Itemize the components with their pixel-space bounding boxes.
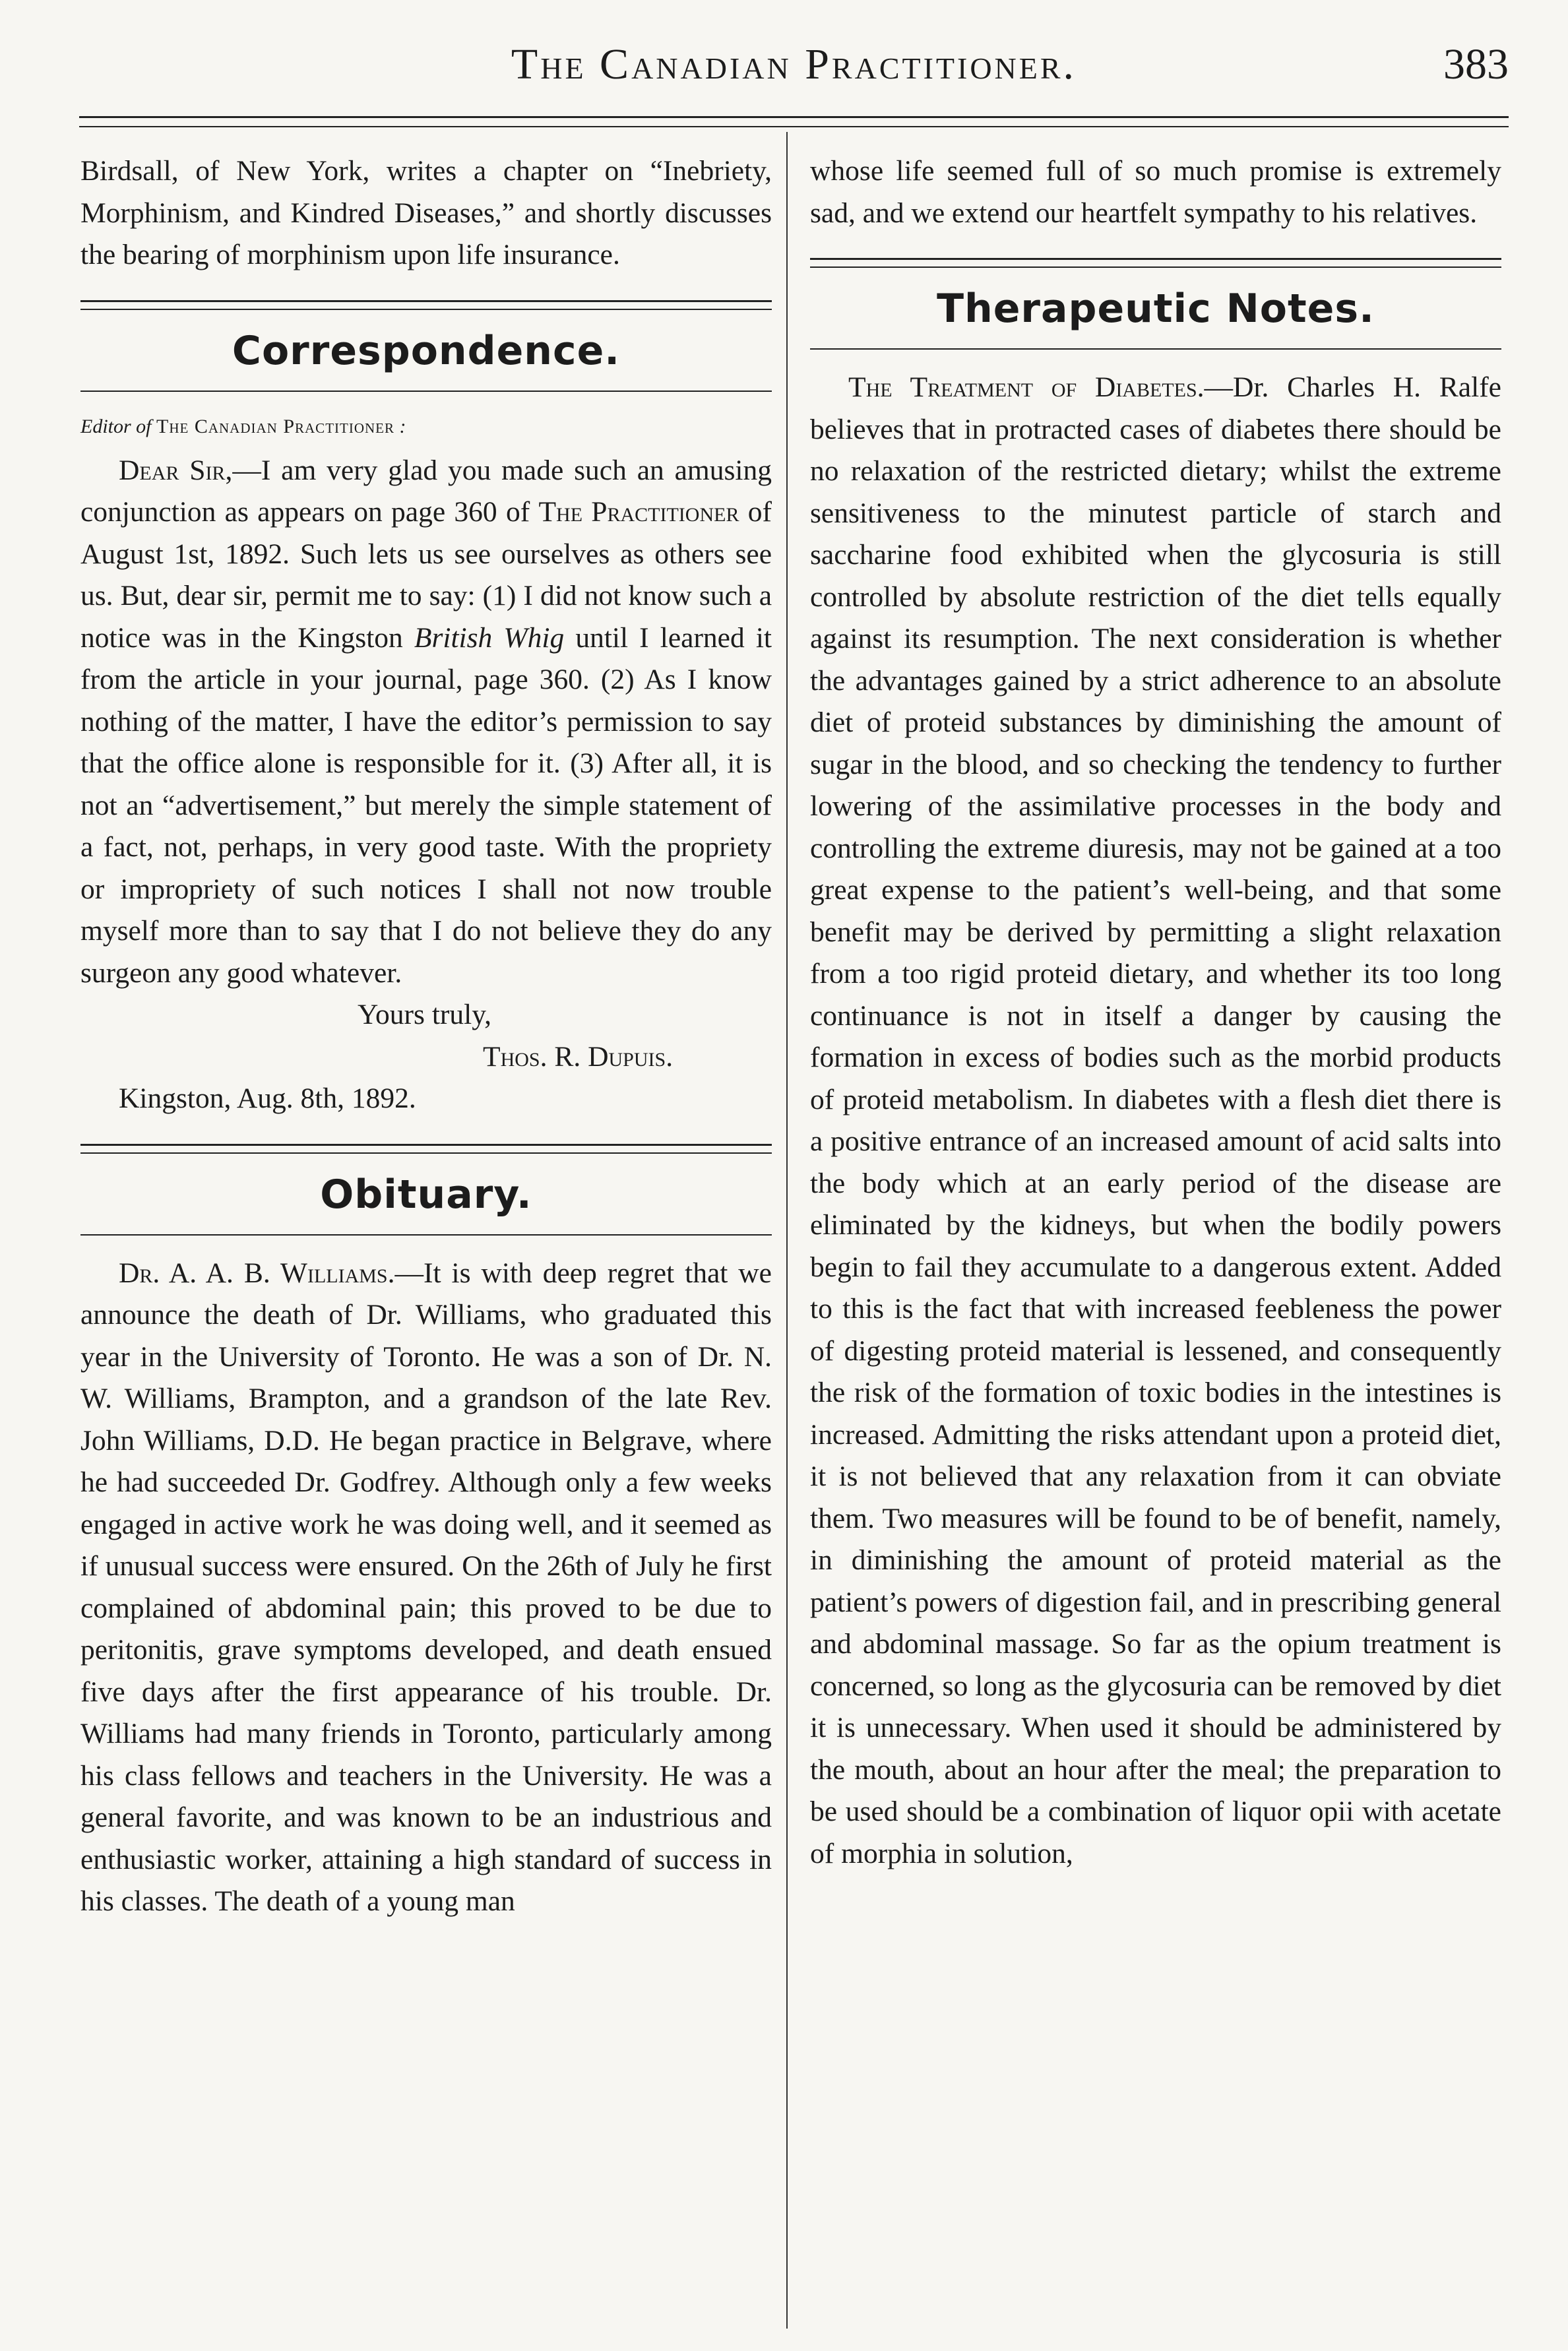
obituary-paragraph [80, 1253, 772, 1923]
obituary-name: Dr. A. A. B. Williams. [119, 1257, 395, 1289]
address-publication: The Canadian Practitioner [156, 415, 395, 437]
heading-rule [80, 1234, 772, 1236]
letter-place-date: Kingston, Aug. 8th, 1892. [119, 1082, 416, 1114]
section-rule [80, 300, 772, 310]
letter-closing: Yours truly, [358, 999, 492, 1030]
address-prefix: Editor of [80, 415, 152, 437]
page-header [79, 40, 1509, 106]
right-column [810, 150, 1501, 1875]
article-title: The Treatment of Diabetes. [848, 371, 1205, 403]
correspondence-heading: Correspondence. [232, 327, 621, 374]
page-number: 383 [1443, 40, 1509, 88]
section-rule [80, 1144, 772, 1154]
column-divider [786, 132, 788, 2329]
therapeutic-paragraph [810, 367, 1501, 1875]
letter-body-1: —I am very glad you made such an amusing conjunction as appears on page 360 of [80, 454, 772, 528]
intro-paragraph: Birdsall, of New York, writes a chapter on “Inebriety, Morphinism, and Kindred Diseases,” and shortly discusses the bearing of morphinism upon life insurance. [80, 155, 772, 270]
heading-rule [810, 348, 1501, 350]
therapeutic-text: —Dr. Charles H. Ralfe believes that in protracted cases of diabetes there should be no relaxation of the restricted dietary; whilst the extreme sensitiveness to the minutest particle of starch and saccharine food exhibited when the glycosuria is still controlled by absolute restriction of the diet tells equally against its resumption. The next consideration is whether the advantages gained by a strict adherence to an absolute diet of proteid substances by diminishing the amount of sugar in the blood, and so checking the tendency to further lowering of the assimilative processes in the body and controlling the extreme diuresis, may not be gained at a too great expense to the patient’s well-being, and that some benefit may be derived by permitting a slight relaxation from a too rigid proteid dietary, and whether its too long continuance is not in itself a danger by causing the formation in excess of bodies such as the morbid products of proteid metabolism. In diabetes with a flesh diet there is a positive entrance of an increased amount of acid salts into the body which at an early period of the disease are eliminated by the kidneys, but when the bodily powers begin to fail they accumulate to a dangerous extent. Added to this is the fact that with increased feebleness the power of digesting proteid material is lessened, and consequently the risk of the formation of toxic bodies in the intestines is increased. Admitting the risks attendant upon a proteid diet, it is not believed that any relaxation from it can obviate them. Two measures will be found to be of benefit, namely, in diminishing the amount of proteid material as the patient’s powers of digestion fail, and in prescribing general and abdominal massage. So far as the opium treatment is concerned, so long as the glycosuria can be removed by diet it is unnecessary. When used it should be administered by the mouth, about an hour after the meal; the preparation to be used should be a combination of liquor opii with acetate of morphia in solution, [810, 371, 1501, 1869]
letter-signature: Thos. R. Dupuis. [483, 1040, 674, 1073]
obituary-continuation: whose life seemed full of so much promise is extremely sad, and we extend our heartfelt sympathy to his relatives. [810, 155, 1501, 229]
left-column [80, 150, 772, 1923]
letter-body [80, 450, 772, 995]
obituary-text: —It is with deep regret that we announce the death of Dr. Williams, who graduated this year in the University of Toronto. He was a son of Dr. N. W. Williams, Brampton, and a grandson of the late Rev. John Williams, D.D. He began practice in Belgrave, where he had succeeded Dr. Godfrey. Although only a few weeks engaged in active work he was doing well, and it seemed as if unusual success were ensured. On the 26th of July he first complained of abdominal pain; this proved to be due to peritonitis, grave symptoms developed, and death ensued five days after the first appearance of his trouble. Dr. Williams had many friends in Toronto, particularly among his class fellows and teachers in the University. He was a general favorite, and was known to be an industrious and enthusiastic worker, attaining a high standard of success in his classes. The death of a young man [80, 1257, 772, 1917]
newspaper-name: British Whig [414, 621, 565, 654]
letter-address [80, 409, 772, 445]
obituary-heading: Obituary. [320, 1171, 532, 1218]
section-rule [810, 258, 1501, 268]
running-title: The Canadian Practitioner. [511, 40, 1077, 88]
journal-name: The Practitioner [538, 496, 739, 528]
letter-body-2: of August 1st, 1892. Such lets us see ourselves as others see us. But, dear sir, permit me to say: (1) I did not know such a notice was in the Kingston [80, 496, 772, 654]
therapeutic-heading: Therapeutic Notes. [937, 286, 1375, 332]
letter-body-3: until I learned it from the article in your journal, page 360. (2) As I know nothing of the matter, I have the editor’s permission to say that the office alone is responsible for it. (3) After all, it is not an “advertisement,” but merely the simple statement of a fact, not, perhaps, in very good taste. With the propriety or impropriety of such notices I shall not now trouble myself more than to say that I do not believe they do any surgeon any good whatever. [80, 621, 772, 989]
letter-salutation: Dear Sir, [119, 454, 233, 486]
heading-rule [80, 391, 772, 392]
address-suffix: : [394, 415, 406, 437]
header-rule [79, 116, 1509, 127]
